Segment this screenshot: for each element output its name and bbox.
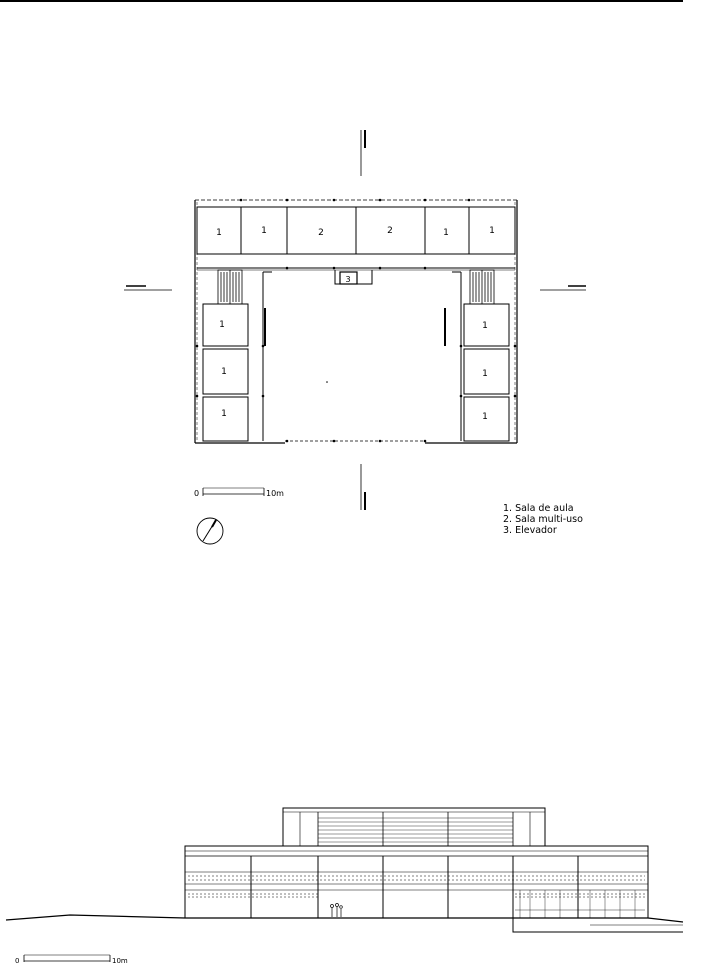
plan-scale-zero: 0 — [194, 489, 200, 498]
room-label-6: 1 — [489, 226, 495, 236]
legend-item: 1. Sala de aula — [503, 503, 574, 514]
ground-line — [6, 915, 683, 932]
section-marker-right — [540, 286, 586, 290]
room-label-4: 2 — [387, 226, 393, 236]
room-label-5: 1 — [443, 228, 449, 238]
stairs-left — [218, 270, 242, 304]
elevation-scale-bar — [24, 955, 110, 962]
upper-louvers — [318, 818, 513, 842]
window-bands — [188, 876, 645, 897]
elevation-scale-end: 10m — [112, 957, 128, 965]
room-label-7: 1 — [219, 320, 225, 330]
room-label-11: 1 — [482, 369, 488, 379]
ground-level-glazing — [515, 890, 645, 918]
courtyard-walls — [263, 272, 461, 441]
room-label-9: 1 — [221, 409, 227, 419]
main-block — [185, 846, 648, 918]
legend-item: 2. Sala multi-uso — [503, 514, 583, 525]
room-label-8: 1 — [221, 367, 227, 377]
plan-scale-bar — [203, 488, 264, 496]
section-marker-left — [124, 286, 172, 290]
main-columns — [251, 856, 578, 918]
room-label-10: 1 — [482, 321, 488, 331]
room-label-3: 2 — [318, 228, 324, 238]
north-arrow-icon — [197, 518, 223, 544]
stairs-right — [470, 270, 494, 304]
legend — [503, 503, 583, 536]
elevator-label: 3 — [345, 275, 351, 284]
room-label-2: 1 — [261, 226, 267, 236]
human-figures-icon — [331, 904, 343, 918]
room-label-1: 1 — [216, 228, 222, 238]
section-marker-bottom — [361, 464, 365, 510]
elevation-scale-zero: 0 — [15, 957, 20, 965]
room-label-12: 1 — [482, 412, 488, 422]
top-rooms — [197, 207, 515, 270]
courtyard-center-mark — [326, 381, 328, 383]
elevator — [335, 270, 372, 284]
legend-item: 3. Elevador — [503, 525, 557, 536]
plan-scale-end: 10m — [266, 489, 284, 498]
section-marker-top — [361, 130, 365, 176]
upper-volume — [283, 808, 545, 846]
